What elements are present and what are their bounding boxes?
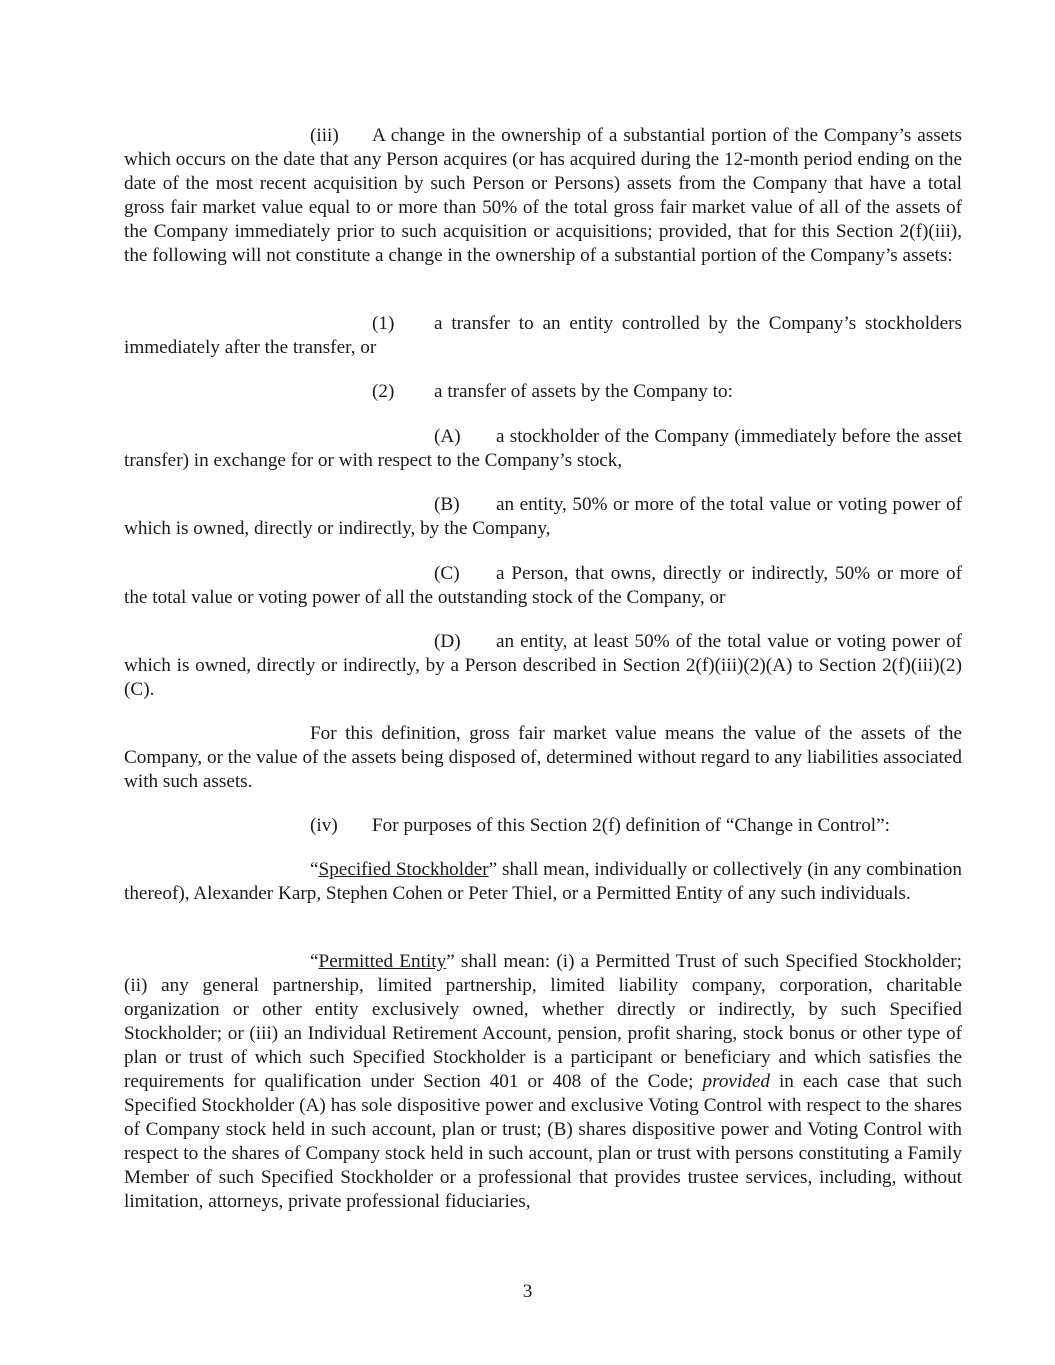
paragraph-label: (B) <box>434 494 460 515</box>
paragraph-item-2 <box>124 380 962 404</box>
paragraph-text: shall mean: (i) a Permitted Trust of such Specified Stockholder; (ii) any general partnership, limited partnership, limited liability company, corporation, charitable organization or other entity exclusively owned, whether directly or indirectly, by such Specified Stockholder; or (iii) an Individual Retirement Account, pension, profit sharing, stock bonus or other type of plan or trust of which such Specified Stockholder is a participant or beneficiary and which satisfies the requirements for qualification under Section 401 or 408 of the Code; <box>124 951 962 1092</box>
page-number: 3 <box>522 1281 533 1302</box>
paragraph-text: For purposes of this Section 2(f) definition of “Change in Control”: <box>372 815 890 836</box>
paragraph-specified-stockholder: “Specified Stockholder” shall mean, individually or collectively (in any combination thereof), Alexander Karp, Stephen Cohen or Peter Thiel, or a Permitted Entity of any such individuals. <box>124 859 962 904</box>
paragraph-text: an entity, 50% or more of the total value or voting power of which is owned, directly or indirectly, by the Company, <box>124 494 962 539</box>
paragraph-label: (D) <box>434 631 461 652</box>
italic-provided: provided <box>702 1071 770 1092</box>
paragraph-label: (2) <box>372 381 395 402</box>
paragraph-item-D <box>124 630 962 702</box>
paragraph-label: (1) <box>372 313 395 334</box>
defined-term-permitted-entity: Permitted Entity <box>318 951 447 972</box>
paragraph-item-1 <box>124 312 962 360</box>
defined-term-specified-stockholder: Specified Stockholder <box>318 859 489 880</box>
paragraph-permitted-entity: “Permitted Entity” shall mean: (i) a Permitted Trust of such Specified Stockholder; (ii) any general partnership, limited partnership, limited liability company, corporation, charitable organization or other entity exclusively owned, whether directly or indirectly, by such Specified Stockholder; or (iii) an Individual Retirement Account, pension, profit sharing, stock bonus or other type of plan or trust of which such Specified Stockholder is a participant or beneficiary and which satisfies the requirements for qualification under Section 401 or 408 of the Code; provided in each case that such Specified Stockholder (A) has sole dispositive power and exclusive Voting Control with respect to the shares of Company stock held in such account, plan or trust; (B) shares dispositive power and Voting Control with respect to the shares of Company stock held in such account, plan or trust with persons constituting a Family Member of such Specified Stockholder or a professional that provides trustee services, including, without limitation, attorneys, private professional fiduciaries, <box>124 951 962 1212</box>
paragraph-text: For this definition, gross fair market value means the value of the assets of the Company, or the value of the assets being disposed of, determined without regard to any liabilities associated with such assets. <box>124 723 962 792</box>
paragraph-text: an entity, at least 50% of the total value or voting power of which is owned, directly or indirectly, by a Person described in Section 2(f)(iii)(2)(A) to Section 2(f)(iii)(2)(C). <box>124 631 962 700</box>
paragraph-iv <box>124 814 962 838</box>
paragraph-label: (C) <box>434 563 460 584</box>
paragraph-text: a Person, that owns, directly or indirectly, 50% or more of the total value or voting power of all the outstanding stock of the Company, or <box>124 563 962 608</box>
paragraph-text-continued: in each case that such Specified Stockholder (A) has sole dispositive power and exclusive Voting Control with respect to the shares of Company stock held in such account, plan or trust; (B) shares dispositive power and Voting Control with respect to the shares of Company stock held in such account, plan or trust with persons constituting a Family Member of such Specified Stockholder or a professional that provides trustee services, including, without limitation, attorneys, private professional fiduciaries, <box>124 1071 962 1212</box>
paragraph-text: shall mean, individually or collectively (in any combination thereof), Alexander Karp, Stephen Cohen or Peter Thiel, or a Permitted Entity of any such individuals. <box>124 859 962 904</box>
paragraph-iii <box>124 124 962 268</box>
paragraph-gross-fair-market-value <box>124 722 962 794</box>
paragraph-item-C <box>124 562 962 610</box>
paragraph-text: a transfer to an entity controlled by the Company’s stockholders immediately after the transfer, or <box>124 313 962 358</box>
paragraph-text: a stockholder of the Company (immediately before the asset transfer) in exchange for or with respect to the Company’s stock, <box>124 426 962 471</box>
paragraph-label: (A) <box>434 426 461 447</box>
paragraph-text: A change in the ownership of a substantial portion of the Company’s assets which occurs on the date that any Person acquires (or has acquired during the 12-month period ending on the date of the most recent acquisition by such Person or Persons) assets from the Company that have a total gross fair market value equal to or more than 50% of the total gross fair market value of all of the assets of the Company immediately prior to such acquisition or acquisitions; provided, that for this Section 2(f)(iii), the following will not constitute a change in the ownership of a substantial portion of the Company’s assets: <box>124 125 962 266</box>
paragraph-item-B <box>124 493 962 541</box>
paragraph-label: (iv) <box>310 815 338 836</box>
paragraph-label: (iii) <box>310 125 339 146</box>
paragraph-item-A <box>124 425 962 473</box>
paragraph-text: a transfer of assets by the Company to: <box>434 381 733 402</box>
